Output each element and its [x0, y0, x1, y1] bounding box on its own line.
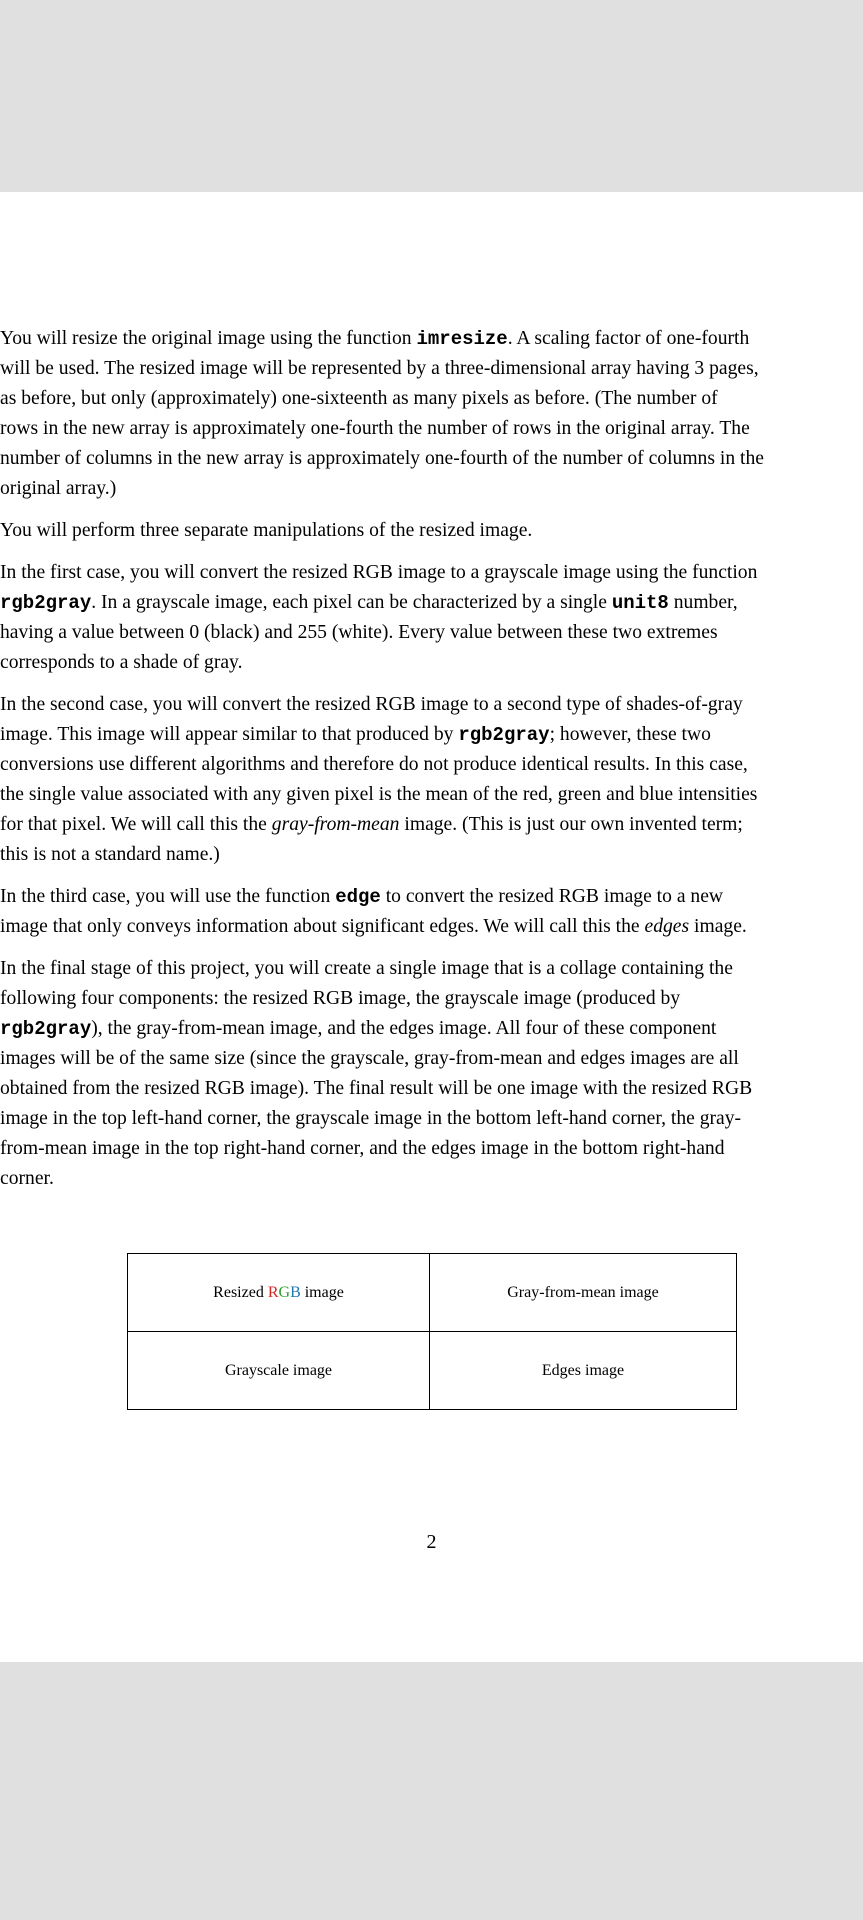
term-edges: edges [644, 916, 690, 937]
cell-gray-from-mean: Gray-from-mean image [430, 1254, 737, 1332]
text-span: to convert the resized RGB image to a new [380, 886, 724, 907]
text-line: corner. [0, 1168, 54, 1189]
paragraph-grayscale [0, 558, 863, 678]
code-rgb2gray: rgb2gray [458, 724, 550, 746]
code-unit8: unit8 [611, 592, 669, 614]
text-line [0, 720, 863, 750]
paragraph-collage [0, 954, 863, 1194]
body-text [0, 324, 863, 1206]
text-line [0, 810, 863, 840]
text-line [0, 588, 863, 618]
text-line: number of columns in the new array is approximately one-fourth of the number of columns in the [0, 448, 764, 469]
document-page [0, 192, 863, 1662]
text-span: . A scaling factor of one-fourth [507, 328, 750, 349]
text-line: as before, but only (approximately) one-sixteenth as many pixels as before. (The number of [0, 388, 718, 409]
text-span: You will resize the original image using the function [0, 328, 417, 349]
collage-layout-table [127, 1253, 737, 1410]
text-span: ; however, these two [549, 724, 711, 745]
text-line [0, 882, 863, 912]
cell-text: image [300, 1283, 344, 1301]
text-line: In the second case, you will convert the resized RGB image to a second type of shades-of-gray [0, 694, 743, 715]
cell-grayscale: Grayscale image [128, 1332, 430, 1410]
text-line: conversions use different algorithms and therefore do not produce identical results. In this case, [0, 754, 748, 775]
paragraph-resize [0, 324, 863, 504]
text-span: . In a grayscale image, each pixel can be characterized by a single [91, 592, 612, 613]
text-line: image in the top left-hand corner, the grayscale image in the bottom left-hand corner, the gray- [0, 1108, 742, 1129]
rgb-letter-g: G [278, 1283, 291, 1301]
text-span: image. (This is just our own invented term; [399, 814, 743, 835]
text-line: having a value between 0 (black) and 255 (white). Every value between these two extremes [0, 622, 718, 643]
text-span: image. [689, 916, 747, 937]
text-span: In the third case, you will use the function [0, 886, 336, 907]
text-line: the single value associated with any given pixel is the mean of the red, green and blue intensities [0, 784, 758, 805]
text-line [0, 1014, 863, 1044]
text-line: rows in the new array is approximately one-fourth the number of rows in the original array. The [0, 418, 750, 439]
code-rgb2gray: rgb2gray [0, 1018, 92, 1040]
code-imresize: imresize [416, 328, 508, 350]
page-number: 2 [426, 1531, 437, 1553]
text-line: this is not a standard name.) [0, 844, 220, 865]
text-line: In the first case, you will convert the resized RGB image to a grayscale image using the function [0, 562, 758, 583]
text-line: In the final stage of this project, you will create a single image that is a collage containing the [0, 958, 733, 979]
paragraph-manipulations [0, 516, 863, 546]
text-line: You will perform three separate manipulations of the resized image. [0, 520, 533, 541]
text-line: following four components: the resized RGB image, the grayscale image (produced by [0, 988, 681, 1009]
text-line: corresponds to a shade of gray. [0, 652, 243, 673]
paragraph-edges [0, 882, 863, 942]
table-row [128, 1254, 737, 1332]
text-span: image that only conveys information about significant edges. We will call this the [0, 916, 645, 937]
text-line: images will be of the same size (since the grayscale, gray-from-mean and edges images are all [0, 1048, 739, 1069]
rgb-letter-r: R [267, 1283, 279, 1301]
cell-text: Resized [213, 1283, 268, 1301]
text-line: original array.) [0, 478, 117, 499]
rgb-letter-b: B [290, 1283, 301, 1301]
text-span: ), the gray-from-mean image, and the edges image. All four of these component [91, 1018, 717, 1039]
code-rgb2gray: rgb2gray [0, 592, 92, 614]
paragraph-gray-from-mean [0, 690, 863, 870]
text-line: will be used. The resized image will be represented by a three-dimensional array having 3 pages, [0, 358, 759, 379]
text-span: image. This image will appear similar to that produced by [0, 724, 459, 745]
text-line: obtained from the resized RGB image). The final result will be one image with the resized RGB [0, 1078, 753, 1099]
text-line: from-mean image in the top right-hand corner, and the edges image in the bottom right-hand [0, 1138, 725, 1159]
cell-resized-rgb [128, 1254, 430, 1332]
table-row [128, 1332, 737, 1410]
text-line [0, 324, 863, 354]
code-edge: edge [335, 886, 381, 908]
text-line [0, 912, 863, 942]
text-span: for that pixel. We will call this the [0, 814, 272, 835]
text-span: number, [668, 592, 738, 613]
term-gray-from-mean: gray-from-mean [271, 814, 400, 835]
cell-edges: Edges image [430, 1332, 737, 1410]
